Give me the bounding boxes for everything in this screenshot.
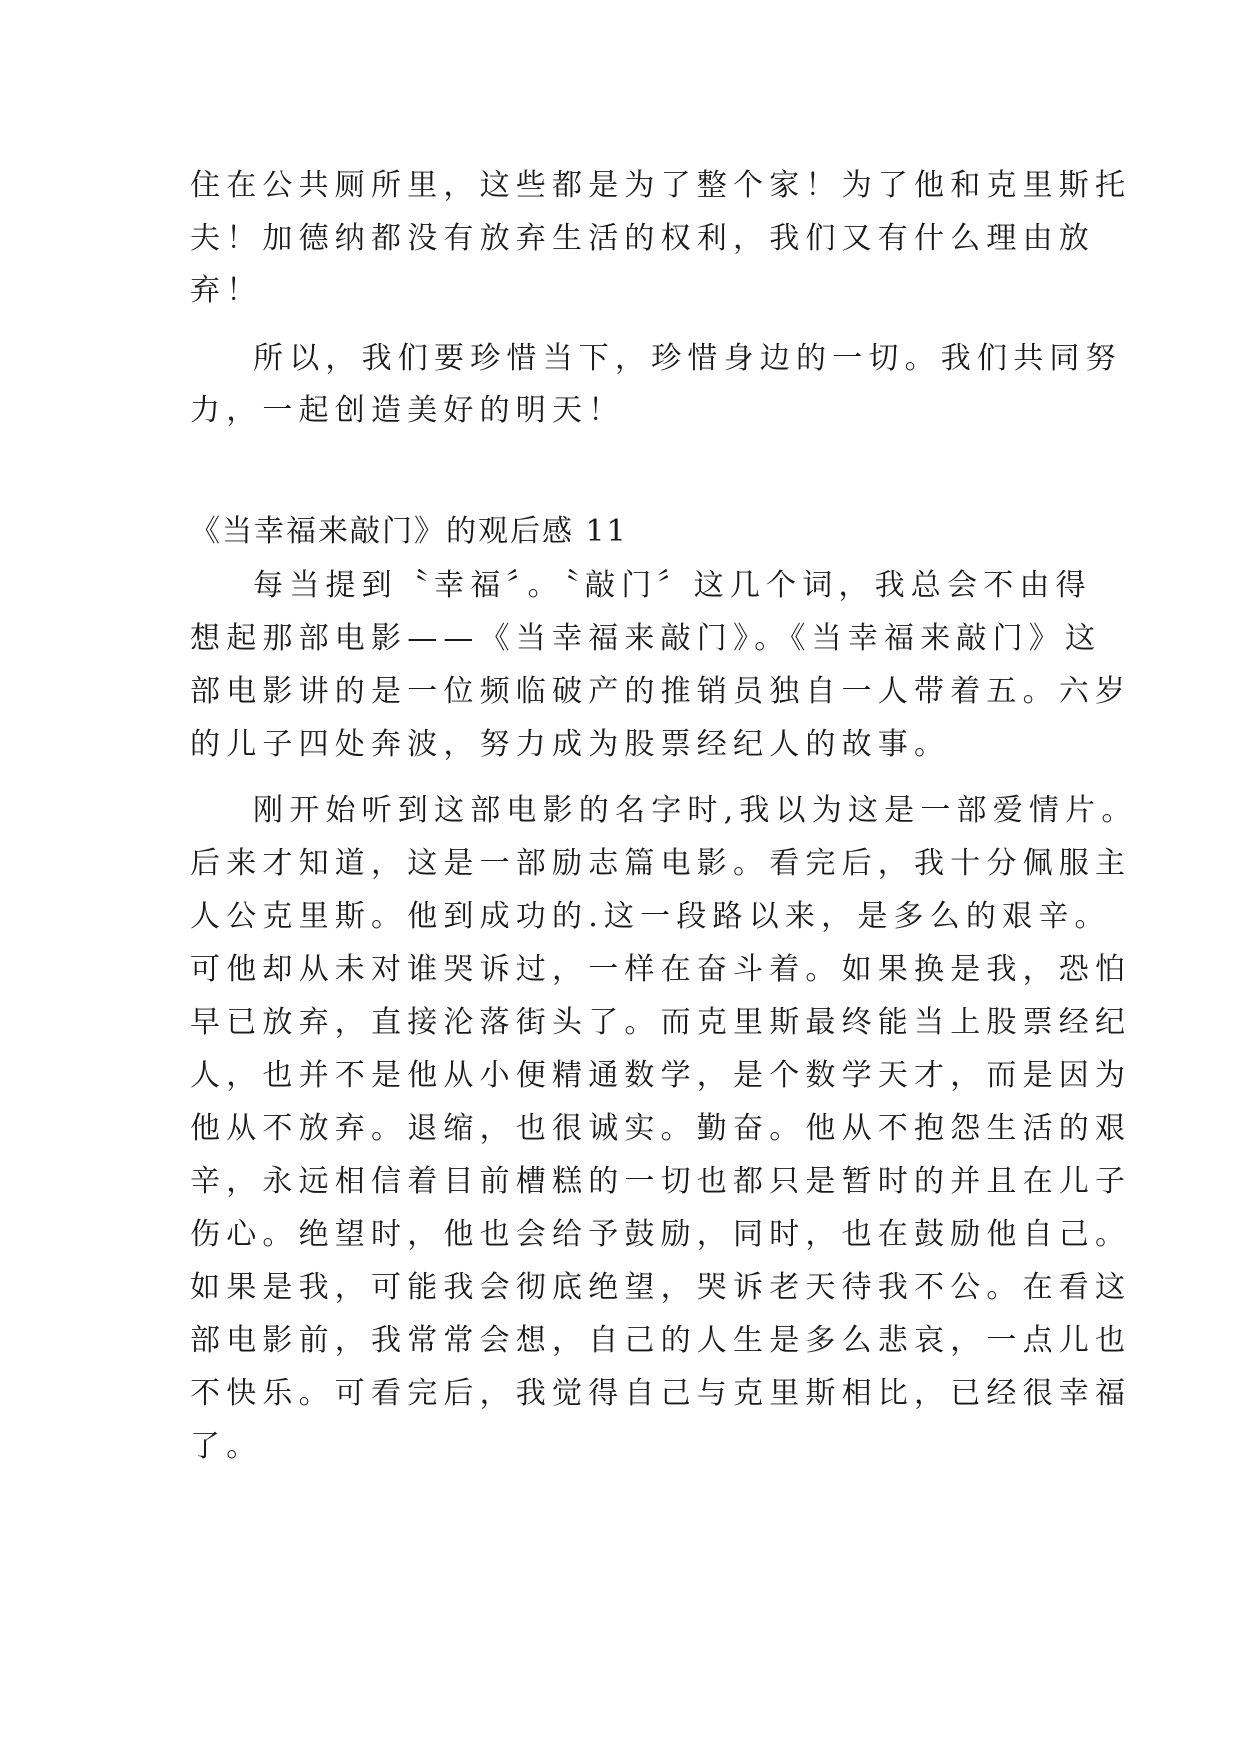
paragraph-line: 所以，我们要珍惜当下，珍惜身边的一切。我们共同努 bbox=[253, 341, 1122, 376]
paragraph-line: 刚开始听到这部电影的名字时,我以为这是一部爱情片。 bbox=[253, 793, 1138, 828]
paragraph-line: 后来才知道，这是一部励志篇电影。看完后，我十分佩服主 bbox=[190, 846, 1132, 881]
paragraph-line: 早已放弃，直接沦落街头了。而克里斯最终能当上股票经纪 bbox=[190, 1005, 1132, 1040]
paragraph-line: 人，也并不是他从小便精通数学，是个数学天才，而是因为 bbox=[190, 1058, 1132, 1093]
paragraph-line: 部电影前，我常常会想，自己的人生是多么悲哀，一点儿也 bbox=[190, 1323, 1132, 1358]
paragraph-line: 每当提到〝幸福〞。〝敲门〞这几个词，我总会不由得 bbox=[253, 568, 1092, 603]
paragraph-line: 他从不放弃。退缩，也很诚实。勤奋。他从不抱怨生活的艰 bbox=[190, 1111, 1132, 1146]
paragraph-line: 辛，永远相信着目前槽糕的一切也都只是暂时的并且在儿子 bbox=[190, 1164, 1132, 1199]
paragraph-line: 如果是我，可能我会彻底绝望，哭诉老天待我不公。在看这 bbox=[190, 1270, 1132, 1305]
paragraph-line: 伤心。绝望时，他也会给予鼓励，同时，也在鼓励他自己。 bbox=[190, 1217, 1132, 1252]
paragraph-line: 的儿子四处奔波，努力成为股票经纪人的故事。 bbox=[190, 727, 951, 762]
paragraph-line: 可他却从未对谁哭诉过，一样在奋斗着。如果换是我，恐怕 bbox=[190, 952, 1132, 987]
paragraph-line: 力，一起创造美好的明天！ bbox=[190, 393, 625, 428]
paragraph-line: 部电影讲的是一位频临破产的推销员独自一人带着五。六岁 bbox=[190, 674, 1132, 709]
paragraph-line: 弃！ bbox=[190, 273, 263, 308]
paragraph-line: 夫！加德纳都没有放弃生活的权利，我们又有什么理由放 bbox=[190, 221, 1095, 256]
paragraph-line: 人公克里斯。他到成功的.这一段路以来，是多么的艰辛。 bbox=[190, 899, 1111, 934]
paragraph-line: 不快乐。可看完后，我觉得自己与克里斯相比，已经很幸福 bbox=[190, 1376, 1132, 1411]
paragraph-line: 想起那部电影——《当幸福来敲门》。《当幸福来敲门》这 bbox=[190, 621, 1102, 656]
section-title: 《当幸福来敲门》的观后感 11 bbox=[190, 514, 628, 549]
paragraph-line: 住在公共厕所里，这些都是为了整个家！为了他和克里斯托 bbox=[190, 168, 1132, 203]
paragraph-line: 了。 bbox=[190, 1429, 263, 1464]
